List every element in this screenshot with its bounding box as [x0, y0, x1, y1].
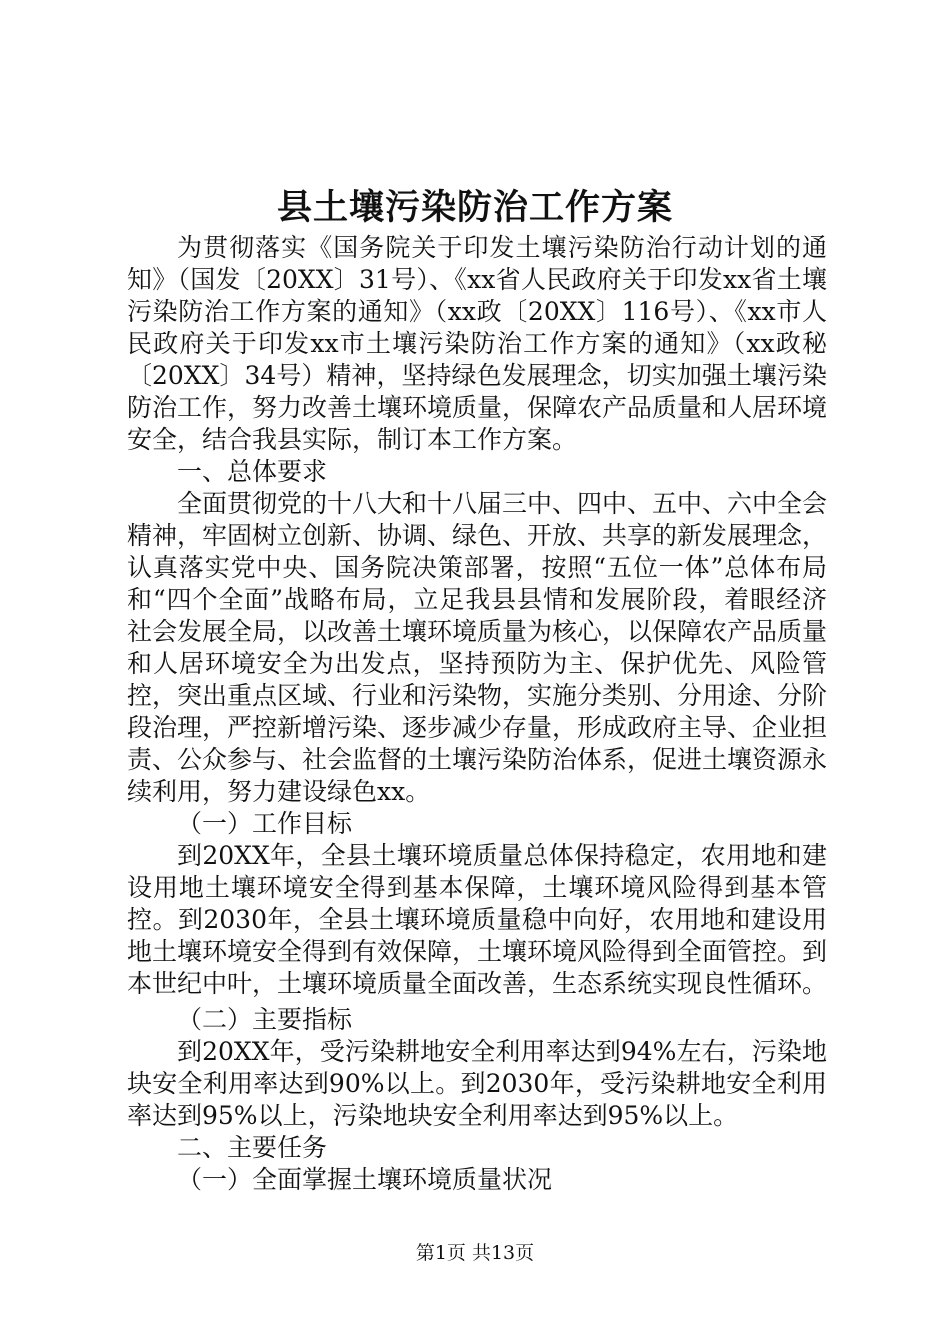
main-indicators-paragraph: 到20XX年，受污染耕地安全利用率达到94%左右，污染地块安全利用率达到90%以上。到2030年，受污染耕地安全利用率达到95%以上，污染地块安全利用率达到95%以上。: [127, 1037, 827, 1130]
intro-paragraph: 为贯彻落实《国务院关于印发土壤污染防治行动计划的通知》（国发〔20XX〕31号）、《xx省人民政府关于印发xx省土壤污染防治工作方案的通知》（xx政〔20XX〕116号）、《xx市人民政府关于印发xx市土壤污染防治工作方案的通知》（xx政秘〔20XX〕34号）精神，坚持绿色发展理念，切实加强土壤污染防治工作，努力改善土壤环境质量，保障农产品质量和人居环境安全，结合我县实际，制订本工作方案。: [127, 233, 828, 454]
work-goals-paragraph: 到20XX年，全县土壤环境质量总体保持稳定，农用地和建设用地土壤环境安全得到基本保障，土壤环境风险得到基本管控。到2030年，全县土壤环境质量稳中向好，农用地和建设用地土壤环境安全得到有效保障，土壤环境风险得到全面管控。到本世纪中叶，土壤环境质量全面改善，生态系统实现良性循环。: [127, 841, 828, 998]
subsection-heading-work-goals: （一）工作目标: [177, 809, 353, 838]
subsection-heading-main-indicators: （二）主要指标: [177, 1005, 353, 1034]
section-heading-general-requirements: 一、总体要求: [177, 457, 328, 486]
document-body: [127, 232, 827, 1196]
section-heading-main-tasks: 二、主要任务: [177, 1133, 328, 1162]
general-requirements-paragraph: 全面贯彻党的十八大和十八届三中、四中、五中、六中全会精神，牢固树立创新、协调、绿色、开放、共享的新发展理念，认真落实党中央、国务院决策部署，按照“五位一体”总体布局和“四个全面”战略布局，立足我县县情和发展阶段，着眼经济社会发展全局，以改善土壤环境质量为核心，以保障农产品质量和人居环境安全为出发点，坚持预防为主、保护优先、风险管控，突出重点区域、行业和污染物，实施分类别、分用途、分阶段治理，严控新增污染、逐步减少存量，形成政府主导、企业担责、公众参与、社会监督的土壤污染防治体系，促进土壤资源永续利用，努力建设绿色xx。: [127, 489, 828, 806]
document-title: 县土壤污染防治工作方案: [276, 187, 673, 228]
subsection-heading-soil-quality: （一）全面掌握土壤环境质量状况: [177, 1165, 553, 1194]
page-footer: 第1页 共13页: [415, 1242, 535, 1264]
